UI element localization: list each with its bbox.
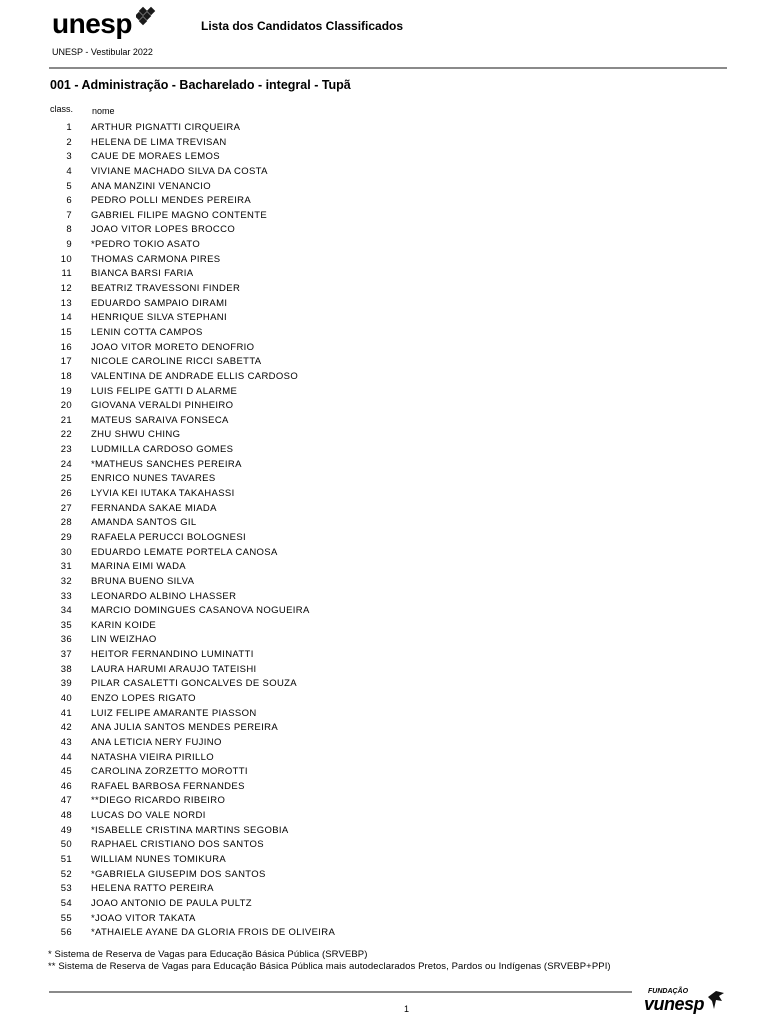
classification-number: 33	[60, 590, 72, 602]
classification-number: 14	[60, 312, 72, 324]
list-item	[0, 194, 768, 209]
list-item	[0, 824, 768, 839]
list-item	[0, 633, 768, 648]
classification-number: 15	[60, 326, 72, 338]
classification-number: 52	[60, 868, 72, 880]
list-item	[0, 912, 768, 927]
classification-number: 51	[60, 854, 72, 866]
list-item	[0, 516, 768, 531]
classification-number: 32	[60, 575, 72, 587]
classification-number: 56	[60, 927, 72, 939]
candidate-name: *ATHAIELE AYANE DA GLORIA FROIS DE OLIVEIRA	[91, 927, 336, 939]
footer-divider	[49, 991, 632, 993]
candidate-name: NATASHA VIEIRA PIRILLO	[91, 751, 214, 763]
classification-number: 48	[60, 810, 72, 822]
candidate-name: AMANDA SANTOS GIL	[91, 517, 197, 529]
course-title: 001 - Administração - Bacharelado - integral - Tupã	[50, 78, 351, 92]
classification-number: 35	[60, 619, 72, 631]
list-item	[0, 619, 768, 634]
candidate-name: RAFAEL BARBOSA FERNANDES	[91, 780, 245, 792]
candidate-name: JOAO ANTONIO DE PAULA PULTZ	[91, 897, 252, 909]
list-item	[0, 428, 768, 443]
candidate-name: CAUE DE MORAES LEMOS	[91, 151, 220, 163]
classification-number: 54	[60, 897, 72, 909]
list-item	[0, 809, 768, 824]
classification-number: 53	[60, 883, 72, 895]
classification-number: 29	[60, 531, 72, 543]
list-item	[0, 209, 768, 224]
classification-number: 50	[60, 839, 72, 851]
brand-fundacao-text: FUNDAÇÃO	[648, 988, 689, 995]
candidate-name: PILAR CASALETTI GONCALVES DE SOUZA	[91, 678, 297, 690]
candidate-name: BIANCA BARSI FARIA	[91, 268, 194, 280]
brand-vunesp-text: vunesp	[644, 994, 705, 1014]
classification-number: 46	[60, 780, 72, 792]
classification-number: 55	[60, 912, 72, 924]
classification-number: 37	[60, 649, 72, 661]
classification-number: 23	[60, 444, 72, 456]
candidate-name: MATEUS SARAIVA FONSECA	[91, 414, 229, 426]
classification-number: 34	[60, 605, 72, 617]
list-item	[0, 370, 768, 385]
list-item	[0, 560, 768, 575]
footnote-srvebp: * Sistema de Reserva de Vagas para Educação Básica Pública (SRVEBP)	[48, 949, 368, 960]
classification-number: 39	[60, 678, 72, 690]
classification-number: 43	[60, 736, 72, 748]
list-item	[0, 677, 768, 692]
candidate-name: HENRIQUE SILVA STEPHANI	[91, 312, 227, 324]
classification-number: 30	[60, 546, 72, 558]
list-item	[0, 311, 768, 326]
candidate-name: *GABRIELA GIUSEPIM DOS SANTOS	[91, 868, 266, 880]
candidate-name: ANA JULIA SANTOS MENDES PEREIRA	[91, 722, 279, 734]
classification-number: 10	[60, 253, 72, 265]
candidate-name: LYVIA KEI IUTAKA TAKAHASSI	[91, 488, 235, 500]
candidate-name: VALENTINA DE ANDRADE ELLIS CARDOSO	[91, 370, 299, 382]
list-item	[0, 341, 768, 356]
list-item	[0, 926, 768, 941]
list-item	[0, 751, 768, 766]
candidate-name: ANA LETICIA NERY FUJINO	[91, 736, 222, 748]
list-item	[0, 165, 768, 180]
classification-number: 11	[61, 268, 72, 280]
list-item	[0, 663, 768, 678]
classification-number: 28	[60, 517, 72, 529]
candidate-name: *MATHEUS SANCHES PEREIRA	[91, 458, 242, 470]
list-item	[0, 692, 768, 707]
candidate-name: HELENA DE LIMA TREVISAN	[91, 136, 227, 148]
candidate-name: GABRIEL FILIPE MAGNO CONTENTE	[91, 209, 268, 221]
classification-number: 9	[66, 239, 72, 251]
classification-number: 24	[60, 458, 72, 470]
classification-number: 22	[60, 429, 72, 441]
candidate-name: ARTHUR PIGNATTI CIRQUEIRA	[91, 122, 241, 133]
list-item	[0, 765, 768, 780]
header-divider	[49, 67, 727, 69]
list-item	[0, 180, 768, 195]
list-item	[0, 121, 768, 136]
classification-number: 42	[60, 722, 72, 734]
candidate-name: BRUNA BUENO SILVA	[91, 575, 195, 587]
list-item	[0, 458, 768, 473]
candidate-name: *JOAO VITOR TAKATA	[91, 912, 196, 924]
list-item	[0, 502, 768, 517]
list-item	[0, 472, 768, 487]
candidate-name: BEATRIZ TRAVESSONI FINDER	[91, 283, 241, 295]
candidate-name: KARIN KOIDE	[91, 619, 157, 631]
candidate-name: GIOVANA VERALDI PINHEIRO	[91, 400, 234, 412]
list-item	[0, 531, 768, 546]
list-item	[0, 780, 768, 795]
candidate-name: ANA MANZINI VENANCIO	[91, 180, 211, 192]
candidate-name: **DIEGO RICARDO RIBEIRO	[91, 795, 226, 807]
list-item	[0, 282, 768, 297]
candidate-name: ZHU SHWU CHING	[91, 429, 181, 441]
bird-icon	[706, 989, 726, 1011]
candidate-name: MARCIO DOMINGUES CASANOVA NOGUEIRA	[91, 605, 310, 617]
list-item	[0, 707, 768, 722]
list-item	[0, 897, 768, 912]
list-item	[0, 853, 768, 868]
list-item	[0, 414, 768, 429]
candidate-name: LIN WEIZHAO	[91, 634, 157, 646]
classification-number: 1	[66, 122, 72, 133]
candidate-name: ENRICO NUNES TAVARES	[91, 473, 216, 485]
candidate-name: LUCAS DO VALE NORDI	[91, 810, 206, 822]
list-item	[0, 721, 768, 736]
candidate-name: THOMAS CARMONA PIRES	[91, 253, 221, 265]
list-item	[0, 648, 768, 663]
list-item	[0, 355, 768, 370]
list-item	[0, 546, 768, 561]
classification-number: 6	[66, 195, 72, 207]
candidate-name: LUIS FELIPE GATTI D ALARME	[91, 385, 238, 397]
candidate-name: LENIN COTTA CAMPOS	[91, 326, 203, 338]
classification-number: 27	[60, 502, 72, 514]
classification-number: 19	[60, 385, 72, 397]
list-item	[0, 590, 768, 605]
list-item	[0, 882, 768, 897]
footnote-srvebp-ppi: ** Sistema de Reserva de Vagas para Educação Básica Pública mais autodeclarados Pretos, Pardos ou Indígenas (SRVEBP+PPI)	[48, 961, 611, 972]
classification-number: 21	[60, 414, 72, 426]
candidate-name: JOAO VITOR MORETO DENOFRIO	[91, 341, 255, 353]
candidate-name: MARINA EIMI WADA	[91, 561, 186, 573]
candidate-name: WILLIAM NUNES TOMIKURA	[91, 854, 227, 866]
list-item	[0, 150, 768, 165]
list-item	[0, 575, 768, 590]
candidate-name: CAROLINA ZORZETTO MOROTTI	[91, 766, 248, 778]
classification-number: 8	[66, 224, 72, 236]
classification-number: 20	[60, 400, 72, 412]
candidate-name: *ISABELLE CRISTINA MARTINS SEGOBIA	[91, 824, 289, 836]
classification-number: 5	[66, 180, 72, 192]
classification-number: 25	[60, 473, 72, 485]
list-item	[0, 136, 768, 151]
classification-number: 26	[60, 488, 72, 500]
candidate-name: LUIZ FELIPE AMARANTE PIASSON	[91, 707, 257, 719]
column-header-class: class.	[50, 104, 74, 114]
classification-number: 18	[60, 370, 72, 382]
candidate-name: *PEDRO TOKIO ASATO	[91, 239, 201, 251]
classification-number: 17	[60, 356, 72, 368]
column-header-name: nome	[92, 106, 115, 116]
list-item	[0, 838, 768, 853]
classification-number: 2	[66, 136, 72, 148]
list-item	[0, 326, 768, 341]
candidate-name: FERNANDA SAKAE MIADA	[91, 502, 217, 514]
fundacao-vunesp-logo	[644, 988, 728, 1014]
list-item	[0, 604, 768, 619]
classification-number: 7	[66, 209, 72, 221]
list-item	[0, 238, 768, 253]
candidate-name: ENZO LOPES RIGATO	[91, 692, 196, 704]
classification-number: 16	[60, 341, 72, 353]
classification-number: 47	[60, 795, 72, 807]
candidate-list	[0, 121, 768, 941]
candidate-name: JOAO VITOR LOPES BROCCO	[91, 224, 236, 236]
list-item	[0, 794, 768, 809]
list-item	[0, 223, 768, 238]
classification-number: 44	[60, 751, 72, 763]
classification-number: 41	[60, 707, 72, 719]
classification-number: 13	[60, 297, 72, 309]
list-item	[0, 443, 768, 458]
candidate-name: EDUARDO SAMPAIO DIRAMI	[91, 297, 228, 309]
classification-number: 12	[60, 283, 72, 295]
candidate-name: HELENA RATTO PEREIRA	[91, 883, 214, 895]
candidate-name: LUDMILLA CARDOSO GOMES	[91, 444, 234, 456]
classification-number: 38	[60, 663, 72, 675]
classification-number: 31	[60, 561, 72, 573]
candidate-name: VIVIANE MACHADO SILVA DA COSTA	[91, 165, 268, 177]
list-item	[0, 267, 768, 282]
classification-number: 3	[66, 151, 72, 163]
document-title: Lista dos Candidatos Classificados	[201, 19, 404, 33]
classification-number: 49	[60, 824, 72, 836]
list-item	[0, 385, 768, 400]
classification-number: 36	[60, 634, 72, 646]
candidate-name: HEITOR FERNANDINO LUMINATTI	[91, 649, 254, 661]
list-item	[0, 253, 768, 268]
candidate-name: LEONARDO ALBINO LHASSER	[91, 590, 237, 602]
list-item	[0, 487, 768, 502]
vestibular-subtitle: UNESP - Vestibular 2022	[52, 47, 153, 57]
candidate-name: EDUARDO LEMATE PORTELA CANOSA	[91, 546, 278, 558]
classification-number: 4	[66, 165, 72, 177]
classification-number: 45	[60, 766, 72, 778]
candidate-name: RAFAELA PERUCCI BOLOGNESI	[91, 531, 246, 543]
candidate-name: RAPHAEL CRISTIANO DOS SANTOS	[91, 839, 264, 851]
candidate-name: LAURA HARUMI ARAUJO TATEISHI	[91, 663, 257, 675]
candidate-name: NICOLE CAROLINE RICCI SABETTA	[91, 356, 262, 368]
list-item	[0, 297, 768, 312]
classification-number: 40	[60, 692, 72, 704]
list-item	[0, 399, 768, 414]
page-number: 1	[404, 1004, 410, 1014]
logo-wordmark: unesp	[52, 8, 132, 39]
list-item	[0, 736, 768, 751]
list-item	[0, 868, 768, 883]
candidate-name: PEDRO POLLI MENDES PEREIRA	[91, 195, 252, 207]
